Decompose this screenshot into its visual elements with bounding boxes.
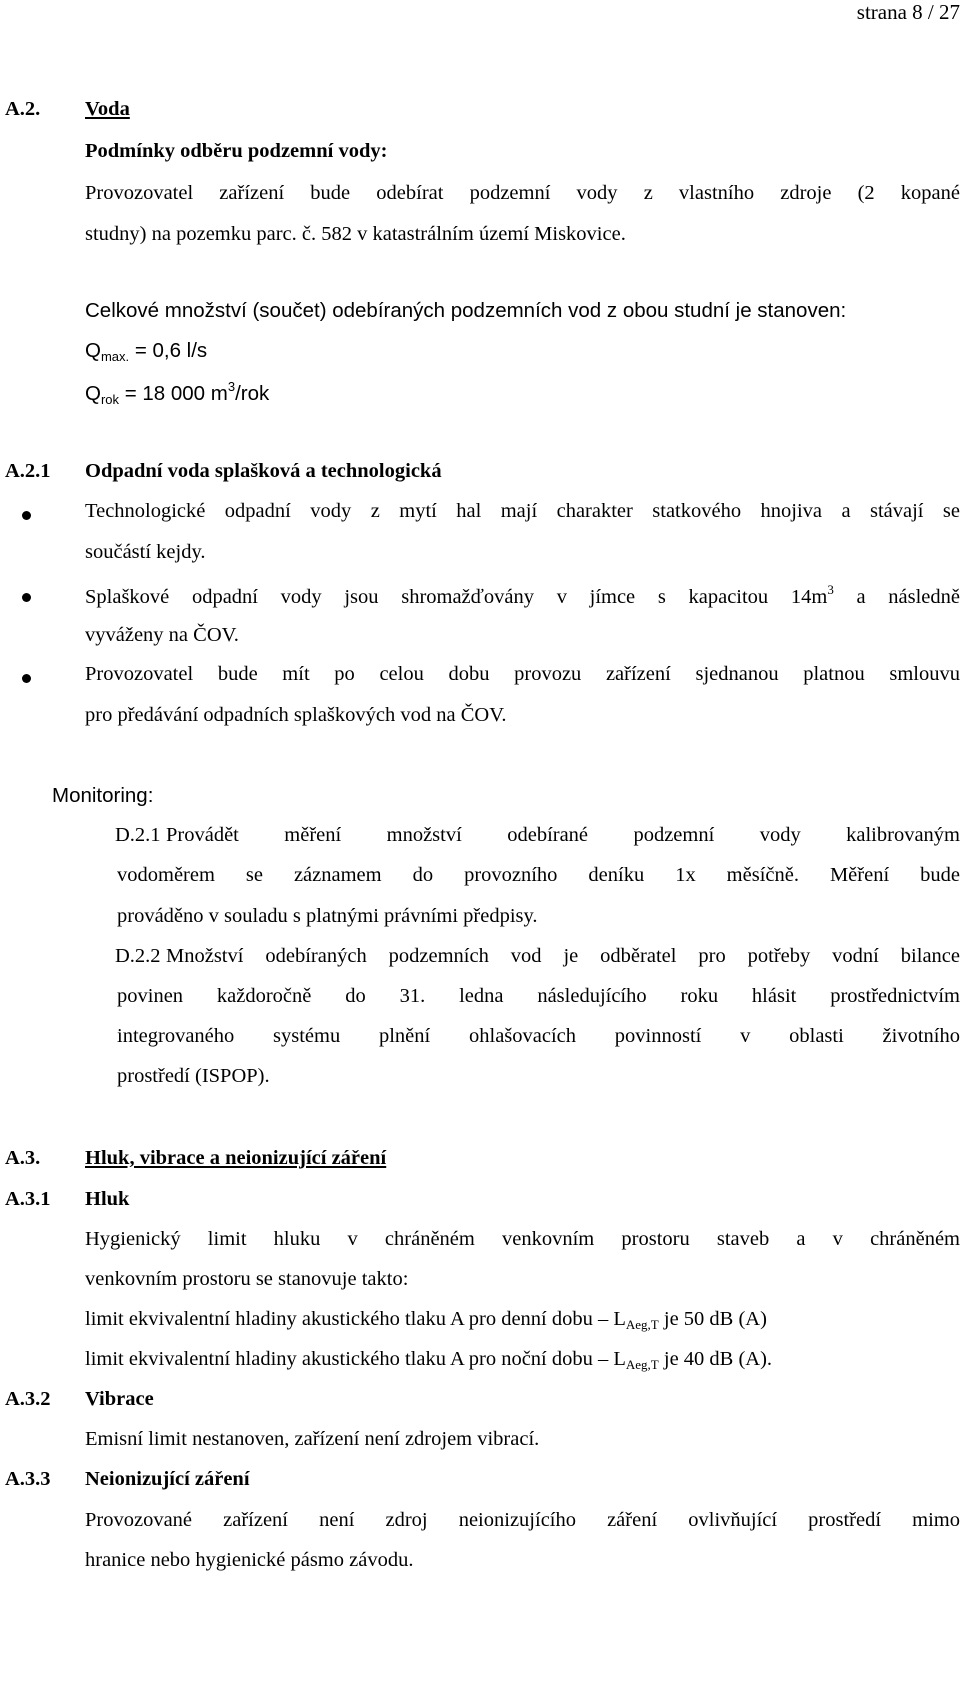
monitoring-line: prostředí (ISPOP). bbox=[117, 1065, 270, 1087]
item-number-d22: D.2.2 bbox=[115, 945, 161, 967]
hluk-line: Hygienický limit hluku v chráněném venkovním prostoru staveb a v chráněném bbox=[85, 1228, 960, 1250]
hluk-limit-day: limit ekvivalentní hladiny akustického tlaku A pro denní dobu – $L_{Aeg,T}$ je 50 dB (A) bbox=[85, 1308, 767, 1332]
formula-qmax: $Q_{max.} = 0,6$ l/s bbox=[85, 339, 208, 364]
neion-line: hranice nebo hygienické pásmo závodu. bbox=[85, 1549, 414, 1571]
bullet-icon bbox=[22, 511, 31, 520]
section-number-a3: A.3. bbox=[5, 1147, 41, 1169]
paragraph-celkove: Celkové množství (součet) odebíraných podzemních vod z obou studní je stanoven: bbox=[85, 299, 847, 322]
section-number-a2: A.2. bbox=[5, 98, 41, 120]
section-title-neionizujici: Neionizující záření bbox=[85, 1468, 250, 1490]
formula-qrok: $Q_{rok} = 18$ 000 $m^3$/rok bbox=[85, 379, 270, 407]
vibrace-text: Emisní limit nestanoven, zařízení není zdrojem vibrací. bbox=[85, 1428, 540, 1450]
bullet-line: Provozovatel bude mít po celou dobu provozu zařízení sjednanou platnou smlouvu bbox=[85, 663, 960, 685]
bullet-line: Technologické odpadní vody z mytí hal mají charakter statkového hnojiva a stávají se bbox=[85, 500, 960, 522]
bullet-icon bbox=[22, 674, 31, 683]
paragraph-line: Provozovatel zařízení bude odebírat podzemní vody z vlastního zdroje (2 kopané bbox=[85, 182, 960, 204]
monitoring-line: prováděno v souladu s platnými právními předpisy. bbox=[117, 905, 538, 927]
section-title-hluk: Hluk bbox=[85, 1188, 130, 1210]
hluk-limit-night: limit ekvivalentní hladiny akustického tlaku A pro noční dobu – $L_{Aeg,T}$ je 40 dB (A). bbox=[85, 1348, 773, 1372]
monitoring-line: Provádět měření množství odebírané podzemní vody kalibrovaným bbox=[166, 824, 960, 846]
paragraph-line: studny) na pozemku parc. č. 582 v katastrálním území Miskovice. bbox=[85, 223, 626, 245]
section-title-hluk-vibrace: Hluk, vibrace a neionizující záření bbox=[85, 1147, 387, 1169]
monitoring-line: integrovaného systému plnění ohlašovacích povinností v oblasti životního bbox=[117, 1025, 960, 1047]
hluk-line: venkovním prostoru se stanovuje takto: bbox=[85, 1268, 409, 1290]
section-number-a32: A.3.2 bbox=[5, 1388, 51, 1410]
section-title-odpadni: Odpadní voda splašková a technologická bbox=[85, 460, 442, 482]
section-title-vibrace: Vibrace bbox=[85, 1388, 154, 1410]
bullet-icon bbox=[22, 593, 31, 602]
section-number-a21: A.2.1 bbox=[5, 460, 51, 482]
section-number-a31: A.3.1 bbox=[5, 1188, 51, 1210]
page-number: strana 8 / 27 bbox=[856, 0, 960, 24]
bullet-line: součástí kejdy. bbox=[85, 541, 206, 563]
item-number-d21: D.2.1 bbox=[115, 824, 161, 846]
neion-line: Provozované zařízení není zdroj neionizujícího záření ovlivňující prostředí mimo bbox=[85, 1509, 960, 1531]
bullet-line: pro předávání odpadních splaškových vod na ČOV. bbox=[85, 704, 507, 726]
monitoring-line: vodoměrem se záznamem do provozního deníku 1x měsíčně. Měření bude bbox=[117, 864, 960, 886]
section-title-voda: Voda bbox=[85, 98, 130, 120]
monitoring-line: povinen každoročně do 31. ledna následujícího roku hlásit prostřednictvím bbox=[117, 985, 960, 1007]
bullet-line: vyváženy na ČOV. bbox=[85, 624, 239, 646]
monitoring-heading: Monitoring: bbox=[52, 784, 154, 807]
bullet-line: Splaškové odpadní vody jsou shromažďovány v jímce s kapacitou $14m^3$ a následně bbox=[85, 582, 960, 608]
section-number-a33: A.3.3 bbox=[5, 1468, 51, 1490]
monitoring-line: Množství odebíraných podzemních vod je odběratel pro potřeby vodní bilance bbox=[166, 945, 960, 967]
subtitle-podminky: Podmínky odběru podzemní vody: bbox=[85, 140, 388, 162]
